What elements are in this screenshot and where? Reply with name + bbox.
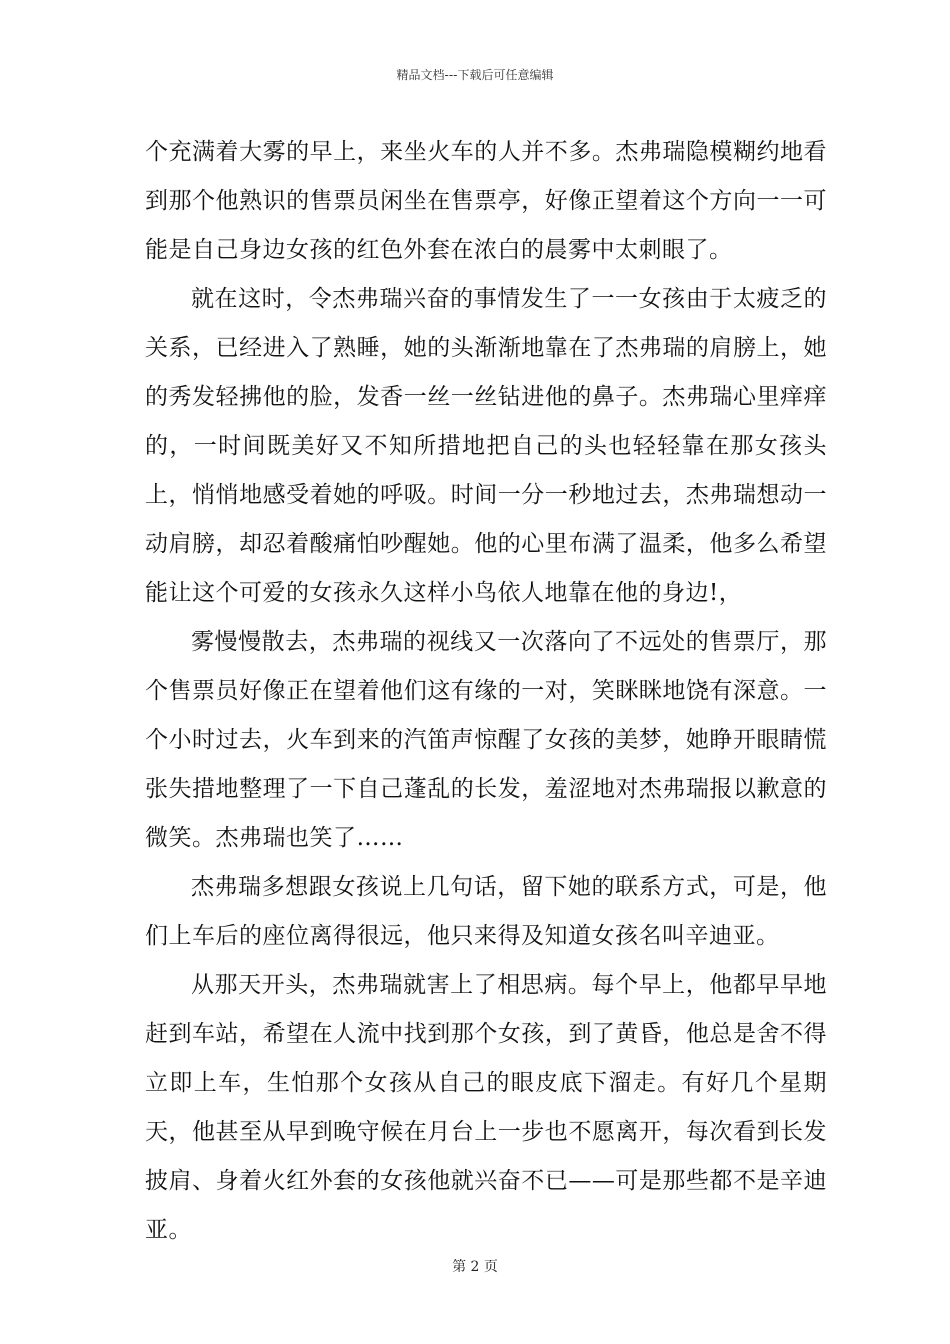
page-header: 精品文档---下载后可任意编辑 — [396, 68, 554, 82]
page-number: 第 2 页 — [452, 1259, 498, 1275]
document-body — [145, 128, 827, 1255]
paragraph-5: 从那天开头，杰弗瑞就害上了相思病。每个早上，他都早早地赶到车站，希望在人流中找到那个女孩，到了黄昏，他总是舍不得立即上车，生怕那个女孩从自己的眼皮底下溜走。有好几个星期天，他甚至从早到晚守候在月台上一步也不愿离开，每次看到长发披肩、身着火红外套的女孩他就兴奋不已——可是那些都不是辛迪亚。 — [145, 972, 827, 1243]
paragraph-4: 杰弗瑞多想跟女孩说上几句话，留下她的联系方式，可是，他们上车后的座位离得很远，他只来得及知道女孩名叫辛迪亚。 — [145, 874, 827, 949]
paragraph-1: 个充满着大雾的早上，来坐火车的人并不多。杰弗瑞隐模糊约地看到那个他熟识的售票员闲坐在售票亭，好像正望着这个方向一一可能是自己身边女孩的红色外套在浓白的晨雾中太刺眼了。 — [145, 139, 827, 263]
paragraph-3: 雾慢慢散去，杰弗瑞的视线又一次落向了不远处的售票厅，那个售票员好像正在望着他们这有缘的一对，笑眯眯地饶有深意。一个小时过去，火车到来的汽笛声惊醒了女孩的美梦，她睁开眼睛慌张失措地整理了一下自己蓬乱的长发，羞涩地对杰弗瑞报以歉意的微笑。杰弗瑞也笑了…… — [145, 629, 827, 851]
paragraph-2: 就在这时，令杰弗瑞兴奋的事情发生了一一女孩由于太疲乏的关系，已经进入了熟睡，她的头渐渐地靠在了杰弗瑞的肩膀上，她的秀发轻拂他的脸，发香一丝一丝钻进他的鼻子。杰弗瑞心里痒痒的，一时间既美好又不知所措地把自己的头也轻轻靠在那女孩头上，悄悄地感受着她的呼吸。时间一分一秒地过去，杰弗瑞想动一动肩膀，却忍着酸痛怕吵醒她。他的心里布满了温柔，他多么希望能让这个可爱的女孩永久这样小鸟依人地靠在他的身边!， — [145, 286, 827, 606]
